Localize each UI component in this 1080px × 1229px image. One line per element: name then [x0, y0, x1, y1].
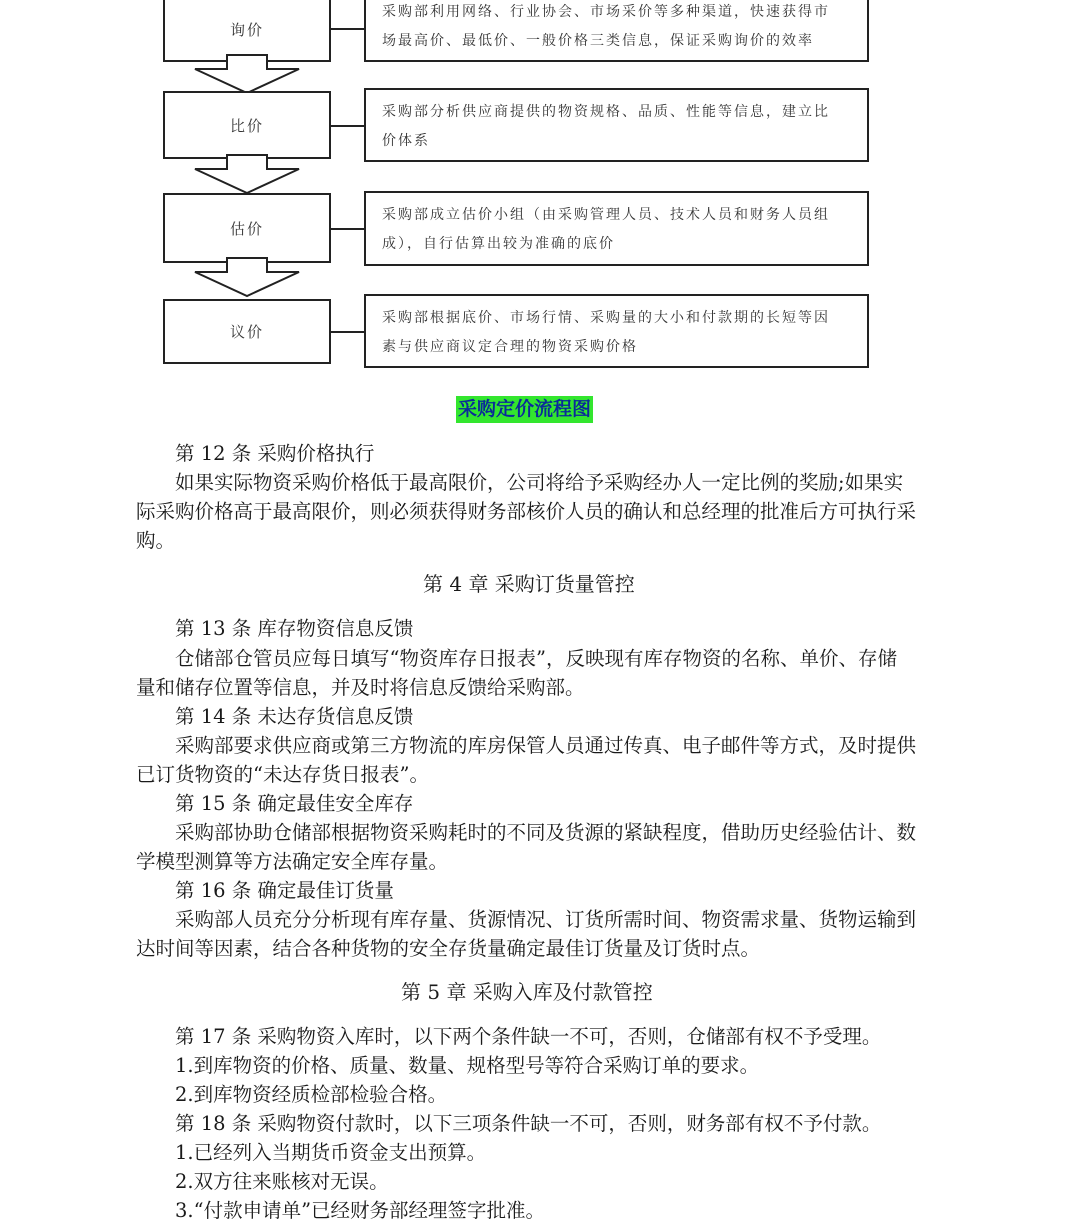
- flow-desc-compare: [364, 88, 869, 162]
- paragraph-line: 达时间等因素，结合各种货物的安全存货量确定最佳订货量及订货时点。: [136, 937, 761, 960]
- connector-line: [331, 228, 364, 230]
- paragraph-line: 已订货物资的“未达存货日报表”。: [136, 763, 429, 786]
- desc-line: 采购部分析供应商提供的物资规格、品质、性能等信息，建立比: [382, 104, 830, 120]
- paragraph-line: 采购部协助仓储部根据物资采购耗时的不同及货源的紧缺程度，借助历史经验估计、数: [175, 821, 917, 844]
- desc-line: 价体系: [382, 133, 430, 149]
- desc-line: 素与供应商议定合理的物资采购价格: [382, 339, 638, 355]
- flow-desc-negotiate: [364, 294, 869, 368]
- connector-line: [331, 28, 364, 30]
- paragraph-line: 学模型测算等方法确定安全库存量。: [136, 850, 449, 873]
- article-title: 第 12 条 采购价格执行: [175, 442, 375, 465]
- chapter-heading: 第 5 章 采购入库及付款管控: [401, 980, 653, 1004]
- desc-line: 采购部成立估价小组（由采购管理人员、技术人员和财务人员组: [382, 207, 830, 223]
- down-arrow-icon: [195, 55, 299, 95]
- desc-line: 场最高价、最低价、一般价格三类信息，保证采购询价的效率: [382, 33, 814, 49]
- paragraph-line: 购。: [136, 529, 176, 552]
- paragraph-line: 仓储部仓管员应每日填写“物资库存日报表”，反映现有库存物资的名称、单价、存储: [175, 647, 897, 670]
- desc-line: 成），自行估算出较为准确的底价: [382, 236, 615, 252]
- flowchart-caption: 采购定价流程图: [456, 396, 593, 423]
- list-item: 1.已经列入当期货币资金支出预算。: [175, 1141, 487, 1164]
- article-title: 第 16 条 确定最佳订货量: [175, 879, 394, 902]
- desc-line: 采购部根据底价、市场行情、采购量的大小和付款期的长短等因: [382, 310, 830, 326]
- flow-step-label: 询价: [229, 20, 264, 39]
- connector-line: [331, 331, 364, 333]
- flow-desc-estimate: [364, 191, 869, 266]
- connector-line: [331, 125, 364, 127]
- flow-step-label: 比价: [229, 116, 264, 135]
- paragraph-line: 采购部要求供应商或第三方物流的库房保管人员通过传真、电子邮件等方式，及时提供: [175, 734, 917, 757]
- article-title: 第 17 条 采购物资入库时，以下两个条件缺一不可，否则，仓储部有权不予受理。: [175, 1025, 882, 1048]
- paragraph-line: 如果实际物资采购价格低于最高限价，公司将给予采购经办人一定比例的奖励;如果实: [175, 471, 904, 494]
- down-arrow-icon: [195, 155, 299, 195]
- list-item: 1.到库物资的价格、质量、数量、规格型号等符合采购订单的要求。: [175, 1054, 760, 1077]
- pricing-flowchart: [0, 0, 1080, 372]
- article-title: 第 15 条 确定最佳安全库存: [175, 792, 414, 815]
- paragraph-line: 量和储存位置等信息，并及时将信息反馈给采购部。: [136, 676, 585, 699]
- flow-desc-inquiry: [364, 0, 869, 62]
- down-arrow-icon: [195, 258, 299, 298]
- chapter-heading: 第 4 章 采购订货量管控: [423, 572, 635, 596]
- article-title: 第 18 条 采购物资付款时，以下三项条件缺一不可，否则，财务部有权不予付款。: [175, 1112, 882, 1135]
- flow-step-inquiry: [163, 0, 331, 62]
- flow-step-negotiate: [163, 299, 331, 364]
- flow-step-compare: [163, 91, 331, 159]
- article-title: 第 13 条 库存物资信息反馈: [175, 617, 414, 640]
- flow-step-label: 议价: [229, 323, 264, 341]
- list-item: 2.双方往来账核对无误。: [175, 1170, 389, 1193]
- desc-line: 采购部利用网络、行业协会、市场采价等多种渠道，快速获得市: [382, 4, 830, 20]
- flow-step-label: 估价: [229, 219, 264, 238]
- flow-step-estimate: [163, 193, 331, 263]
- article-title: 第 14 条 未达存货信息反馈: [175, 705, 414, 728]
- list-item: 2.到库物资经质检部检验合格。: [175, 1083, 448, 1106]
- paragraph-line: 际采购价格高于最高限价，则必须获得财务部核价人员的确认和总经理的批准后方可执行采: [136, 500, 917, 523]
- paragraph-line: 采购部人员充分分析现有库存量、货源情况、订货所需时间、物资需求量、货物运输到: [175, 908, 917, 931]
- list-item: 3.“付款申请单”已经财务部经理签字批准。: [175, 1199, 546, 1222]
